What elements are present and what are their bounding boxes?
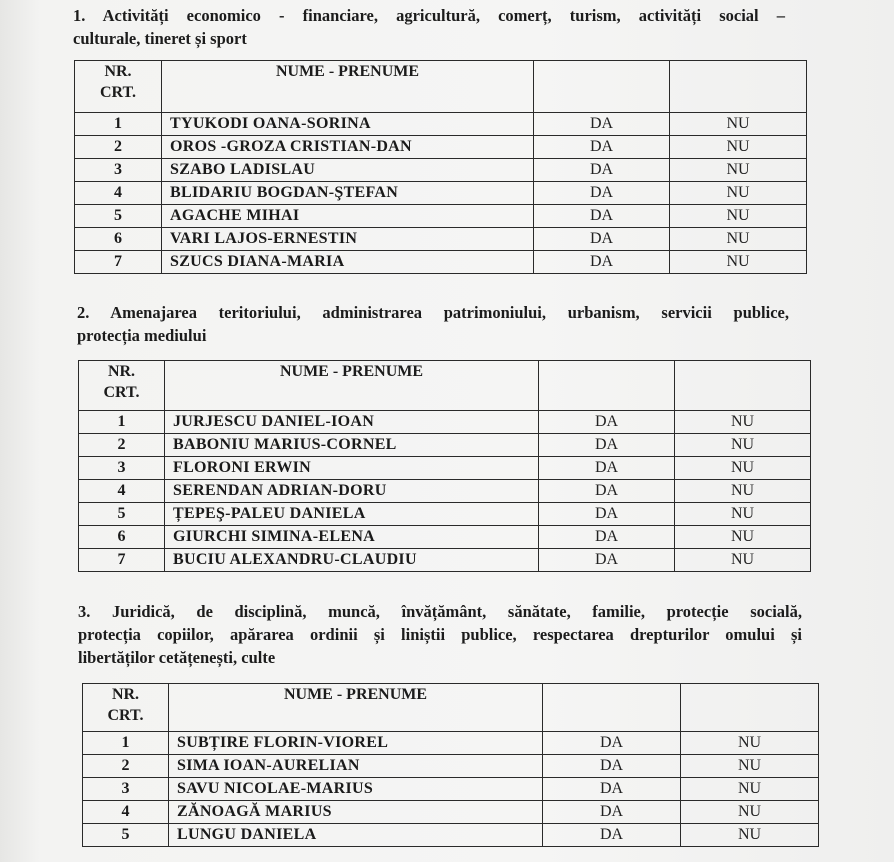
vote-da: DA — [534, 113, 670, 136]
row-number: 2 — [75, 136, 162, 159]
table-row — [83, 755, 819, 778]
row-number: 5 — [79, 503, 165, 526]
vote-nu: NU — [670, 136, 807, 159]
member-name: ȚEPEŞ-PALEU DANIELA — [165, 503, 539, 526]
nu-header — [670, 61, 807, 113]
vote-da: DA — [534, 205, 670, 228]
table-row — [79, 434, 811, 457]
member-name: LUNGU DANIELA — [169, 824, 543, 847]
section-3-table — [82, 683, 819, 847]
row-number: 6 — [79, 526, 165, 549]
table-row — [79, 411, 811, 434]
vote-da: DA — [539, 411, 675, 434]
table-header-row — [83, 684, 819, 732]
table-row — [83, 778, 819, 801]
vote-nu: NU — [675, 434, 811, 457]
vote-da: DA — [543, 755, 681, 778]
section-1-table — [74, 60, 807, 274]
member-name: BABONIU MARIUS-CORNEL — [165, 434, 539, 457]
member-name: FLORONI ERWIN — [165, 457, 539, 480]
table-row — [75, 251, 807, 274]
heading-line: libertăților cetățenești, culte — [78, 648, 276, 667]
vote-nu: NU — [675, 503, 811, 526]
member-name: SUBȚIRE FLORIN-VIOREL — [169, 732, 543, 755]
vote-nu: NU — [675, 480, 811, 503]
member-name: SERENDAN ADRIAN-DORU — [165, 480, 539, 503]
vote-da: DA — [543, 801, 681, 824]
vote-nu: NU — [675, 457, 811, 480]
vote-da: DA — [539, 526, 675, 549]
member-name: SIMA IOAN-AURELIAN — [169, 755, 543, 778]
table-row — [75, 205, 807, 228]
vote-nu: NU — [675, 549, 811, 572]
heading-line: protecția mediului — [77, 326, 207, 345]
da-header — [543, 684, 681, 732]
heading-line: 1. Activități economico - financiare, agricultură, comerț, turism, activități social – — [73, 6, 785, 25]
vote-nu: NU — [681, 732, 819, 755]
vote-nu: NU — [681, 755, 819, 778]
member-name: BUCIU ALEXANDRU-CLAUDIU — [165, 549, 539, 572]
vote-nu: NU — [675, 411, 811, 434]
nu-header — [675, 361, 811, 411]
vote-da: DA — [543, 732, 681, 755]
table-row — [75, 159, 807, 182]
vote-nu: NU — [670, 182, 807, 205]
table-row — [79, 457, 811, 480]
nume-prenume-header: NUME - PRENUME — [162, 61, 534, 113]
row-number: 1 — [75, 113, 162, 136]
vote-da: DA — [534, 251, 670, 274]
table-row — [79, 549, 811, 572]
heading-line: protecția copiilor, apărarea ordinii și liniștii publice, respectarea drepturilor omului și — [78, 625, 802, 644]
vote-nu: NU — [670, 228, 807, 251]
vote-nu: NU — [681, 778, 819, 801]
section-3-heading — [78, 600, 802, 669]
vote-nu: NU — [670, 113, 807, 136]
member-name: AGACHE MIHAI — [162, 205, 534, 228]
row-number: 1 — [79, 411, 165, 434]
member-name: OROS -GROZA CRISTIAN-DAN — [162, 136, 534, 159]
section-2-table — [78, 360, 811, 572]
member-name: TYUKODI OANA-SORINA — [162, 113, 534, 136]
table-header-row — [79, 361, 811, 411]
heading-line: culturale, tineret și sport — [73, 29, 247, 48]
row-number: 7 — [75, 251, 162, 274]
row-number: 3 — [75, 159, 162, 182]
vote-nu: NU — [670, 251, 807, 274]
vote-da: DA — [534, 159, 670, 182]
table-row — [75, 228, 807, 251]
table-row — [75, 136, 807, 159]
nu-header — [681, 684, 819, 732]
vote-da: DA — [539, 434, 675, 457]
vote-da: DA — [534, 182, 670, 205]
nume-prenume-header: NUME - PRENUME — [165, 361, 539, 411]
vote-da: DA — [539, 503, 675, 526]
vote-nu: NU — [670, 159, 807, 182]
vote-nu: NU — [681, 801, 819, 824]
table-row — [79, 480, 811, 503]
vote-da: DA — [543, 778, 681, 801]
row-number: 4 — [75, 182, 162, 205]
section-1-heading — [73, 4, 785, 50]
member-name: SZABO LADISLAU — [162, 159, 534, 182]
nr-crt-header: NR. CRT. — [83, 684, 169, 732]
nume-prenume-header: NUME - PRENUME — [169, 684, 543, 732]
row-number: 2 — [79, 434, 165, 457]
heading-line: 2. Amenajarea teritoriului, administrarea patrimoniului, urbanism, servicii publice, — [77, 303, 789, 322]
table-row — [75, 182, 807, 205]
vote-da: DA — [539, 549, 675, 572]
row-number: 7 — [79, 549, 165, 572]
heading-line: 3. Juridică, de disciplină, muncă, învățământ, sănătate, familie, protecție socială, — [78, 602, 802, 621]
section-2-heading — [77, 301, 789, 347]
vote-nu: NU — [670, 205, 807, 228]
vote-da: DA — [543, 824, 681, 847]
table-row — [83, 824, 819, 847]
table-row — [79, 526, 811, 549]
member-name: SAVU NICOLAE-MARIUS — [169, 778, 543, 801]
table-row — [83, 801, 819, 824]
row-number: 4 — [79, 480, 165, 503]
vote-da: DA — [534, 228, 670, 251]
vote-nu: NU — [681, 824, 819, 847]
row-number: 4 — [83, 801, 169, 824]
table-row — [83, 732, 819, 755]
vote-da: DA — [539, 480, 675, 503]
table-header-row — [75, 61, 807, 113]
da-header — [539, 361, 675, 411]
member-name: ZĂNOAGĂ MARIUS — [169, 801, 543, 824]
vote-da: DA — [534, 136, 670, 159]
table-row — [79, 503, 811, 526]
member-name: VARI LAJOS-ERNESTIN — [162, 228, 534, 251]
member-name: SZUCS DIANA-MARIA — [162, 251, 534, 274]
member-name: JURJESCU DANIEL-IOAN — [165, 411, 539, 434]
table-row — [75, 113, 807, 136]
row-number: 5 — [75, 205, 162, 228]
member-name: GIURCHI SIMINA-ELENA — [165, 526, 539, 549]
row-number: 3 — [83, 778, 169, 801]
row-number: 1 — [83, 732, 169, 755]
row-number: 2 — [83, 755, 169, 778]
row-number: 6 — [75, 228, 162, 251]
da-header — [534, 61, 670, 113]
nr-crt-header: NR. CRT. — [75, 61, 162, 113]
row-number: 5 — [83, 824, 169, 847]
vote-da: DA — [539, 457, 675, 480]
member-name: BLIDARIU BOGDAN-ŞTEFAN — [162, 182, 534, 205]
nr-crt-header: NR. CRT. — [79, 361, 165, 411]
row-number: 3 — [79, 457, 165, 480]
vote-nu: NU — [675, 526, 811, 549]
